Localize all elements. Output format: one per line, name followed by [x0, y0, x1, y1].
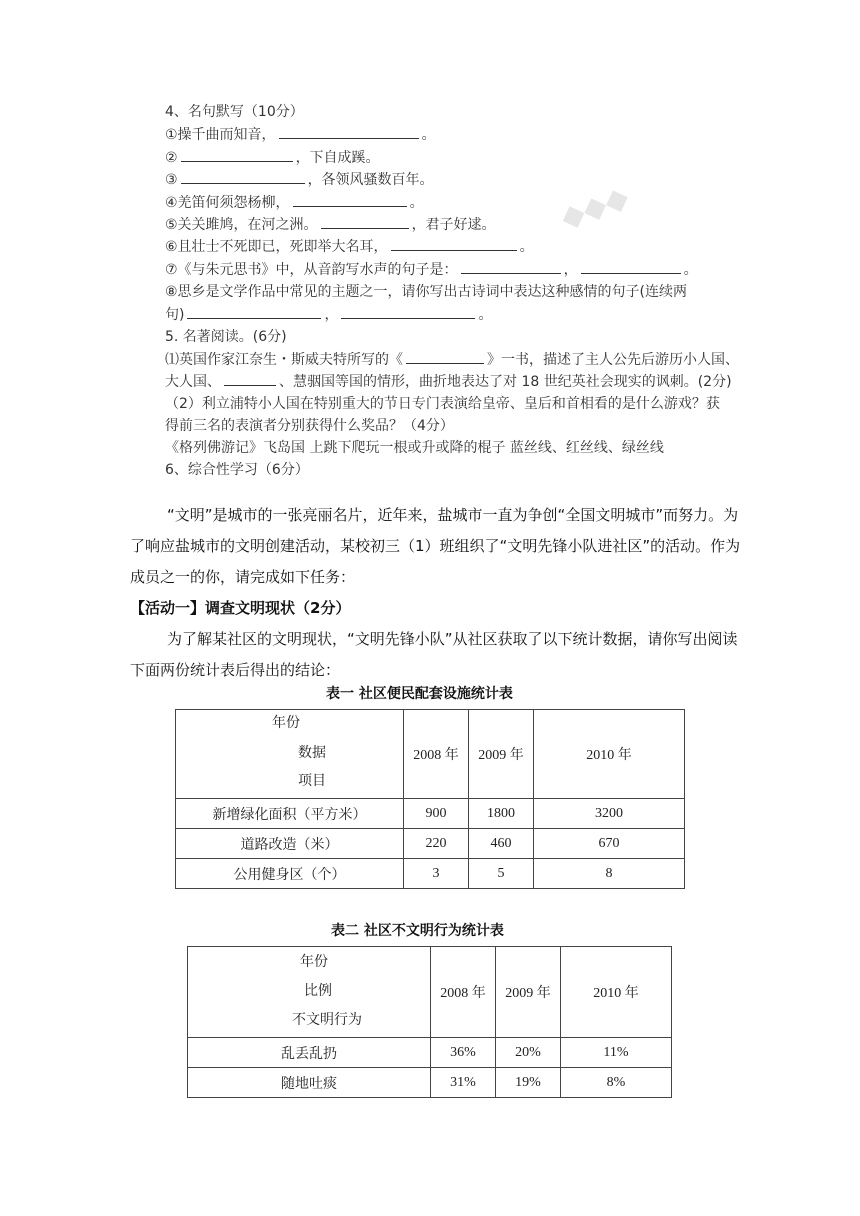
q-text-after: 。	[478, 307, 493, 323]
answer-blank[interactable]	[181, 147, 293, 162]
table2-caption: 表二 社区不文明行为统计表	[331, 923, 504, 939]
activity-text: 为了解某社区的文明现状，“文明先锋小队”从社区获取了以下统计数据，请你写出阅读下面两份统计表后得出的结论：	[130, 630, 738, 679]
answer-blank[interactable]	[461, 259, 561, 274]
section6-title: 6、综合性学习（6分）	[165, 462, 309, 478]
question-line-7	[165, 259, 698, 281]
row-label: 新增绿化面积（平方米）	[176, 799, 404, 829]
cell-value: 19%	[496, 1068, 561, 1098]
q-text-before: 句)	[165, 307, 185, 323]
answer-line: 《格列佛游记》飞岛国 上跳下爬玩一根或升或降的棍子 蓝丝线、红丝线、绿丝线	[165, 440, 664, 456]
q-text-after: 。	[421, 127, 436, 143]
question-line-4	[165, 192, 424, 214]
activity-title: 【活动一】调查文明现状（2分）	[130, 599, 351, 617]
q-text-mid: ，	[324, 307, 339, 323]
q-text-before: ④羌笛何须怨杨柳，	[165, 195, 290, 211]
year-header: 2010 年	[561, 947, 672, 1038]
cell-value: 220	[404, 829, 469, 859]
diagonal-header-cell	[176, 710, 404, 799]
question-line-5	[165, 214, 496, 236]
answer-blank[interactable]	[224, 371, 276, 386]
intro-text: “文明”是城市的一张亮丽名片，近年来，盐城市一直为争创“全国文明城市”而努力。为了响应盐城市的文明创建活动，某校初三（1）班组织了“文明先锋小队进社区”的活动。作为成员之一的你，请完成如下任务：	[130, 506, 741, 586]
cell-value: 460	[469, 829, 534, 859]
cell-value: 5	[469, 859, 534, 889]
cell-value: 31%	[431, 1068, 496, 1098]
answer-blank[interactable]	[293, 192, 407, 207]
q-text-before: ①操千曲而知音，	[165, 127, 276, 143]
question-line-8b	[165, 304, 492, 326]
section4-title: 4、名句默写（10分）	[165, 104, 304, 120]
q-text: ⑴英国作家江奈生・斯威夫特所写的《	[165, 352, 403, 368]
year-header: 2008 年	[431, 947, 496, 1038]
q-text-before: ⑤关关雎鸠，在河之洲。	[165, 217, 318, 233]
cell-value: 8%	[561, 1068, 672, 1098]
cell-value: 36%	[431, 1038, 496, 1068]
row-label: 道路改造（米）	[176, 829, 404, 859]
table2	[187, 946, 672, 1098]
answer-blank[interactable]	[279, 124, 419, 139]
header-year-label: 年份	[300, 955, 328, 970]
answer-blank[interactable]	[581, 259, 681, 274]
table1	[175, 709, 685, 889]
q-text-before: ②	[165, 150, 178, 166]
year-header: 2010 年	[534, 710, 685, 799]
table-header-row	[176, 710, 685, 799]
table-header-row	[188, 947, 672, 1038]
question-line-6	[165, 236, 534, 258]
answer-blank[interactable]	[181, 169, 305, 184]
q-text-after: ，各领风骚数百年。	[307, 172, 434, 188]
table-row	[188, 1068, 672, 1098]
header-year-label: 年份	[272, 716, 300, 731]
cell-value: 20%	[496, 1038, 561, 1068]
table-row	[176, 829, 685, 859]
table1-caption: 表一 社区便民配套设施统计表	[326, 686, 513, 702]
question-line-2	[165, 147, 380, 169]
intro-paragraph	[130, 500, 750, 593]
question-5-2-line2: 得前三名的表演者分别获得什么奖品？（4分）	[165, 418, 454, 434]
q-text-before: ③	[165, 172, 178, 188]
q-text-after: 。	[683, 262, 698, 278]
question-5-1-line1	[165, 349, 739, 371]
section5-title: 5. 名著阅读。(6分)	[165, 329, 287, 345]
cell-value: 670	[534, 829, 685, 859]
question-5-2-line1: （2）利立浦特小人国在特别重大的节日专门表演给皇帝、皇后和首相看的是什么游戏？获	[165, 396, 720, 412]
header-item-label: 项目	[298, 774, 326, 789]
question-line-8	[165, 281, 687, 303]
q-text-after: ，下自成蹊。	[295, 150, 380, 166]
row-label: 随地吐痰	[188, 1068, 431, 1098]
answer-blank[interactable]	[341, 304, 475, 319]
year-header: 2009 年	[496, 947, 561, 1038]
q-text-mid: ，	[563, 262, 578, 278]
header-ratio-label: 比例	[304, 984, 332, 999]
row-label: 公用健身区（个）	[176, 859, 404, 889]
cell-value: 1800	[469, 799, 534, 829]
q-text: 》一书，描述了主人公先后游历小人国、	[487, 352, 739, 368]
question-5-1-line2	[165, 371, 732, 393]
table-row	[176, 859, 685, 889]
q-text-before: ⑥且壮士不死即已，死即举大名耳，	[165, 239, 388, 255]
year-header: 2008 年	[404, 710, 469, 799]
table-row	[188, 1038, 672, 1068]
q-text: 大人国、	[165, 374, 221, 390]
cell-value: 3200	[534, 799, 685, 829]
q-text-before: ⑧思乡是文学作品中常见的主题之一，请你写出古诗词中表达这种感情的句子(连续两	[165, 284, 688, 300]
cell-value: 11%	[561, 1038, 672, 1068]
diagonal-header-cell	[188, 947, 431, 1038]
cell-value: 900	[404, 799, 469, 829]
q-text-after: 。	[409, 195, 424, 211]
q-text-after: 。	[519, 239, 534, 255]
cell-value: 8	[534, 859, 685, 889]
answer-blank[interactable]	[187, 304, 321, 319]
year-header: 2009 年	[469, 710, 534, 799]
row-label: 乱丢乱扔	[188, 1038, 431, 1068]
header-data-label: 数据	[298, 746, 326, 761]
question-line-3	[165, 169, 434, 191]
q-text-before: ⑦《与朱元思书》中，从音韵写水声的句子是：	[165, 262, 458, 278]
table-row	[176, 799, 685, 829]
answer-blank[interactable]	[406, 349, 484, 364]
question-line-1	[165, 124, 436, 146]
watermark: ◆◆◆	[556, 179, 634, 236]
answer-blank[interactable]	[321, 214, 409, 229]
answer-blank[interactable]	[391, 236, 517, 251]
header-behavior-label: 不文明行为	[292, 1013, 362, 1028]
q-text: 、慧骃国等国的情形，曲折地表达了对 18 世纪英社会现实的讽刺。(2分)	[279, 374, 732, 390]
q-text-after: ，君子好逑。	[411, 217, 496, 233]
activity-paragraph	[130, 624, 750, 686]
cell-value: 3	[404, 859, 469, 889]
